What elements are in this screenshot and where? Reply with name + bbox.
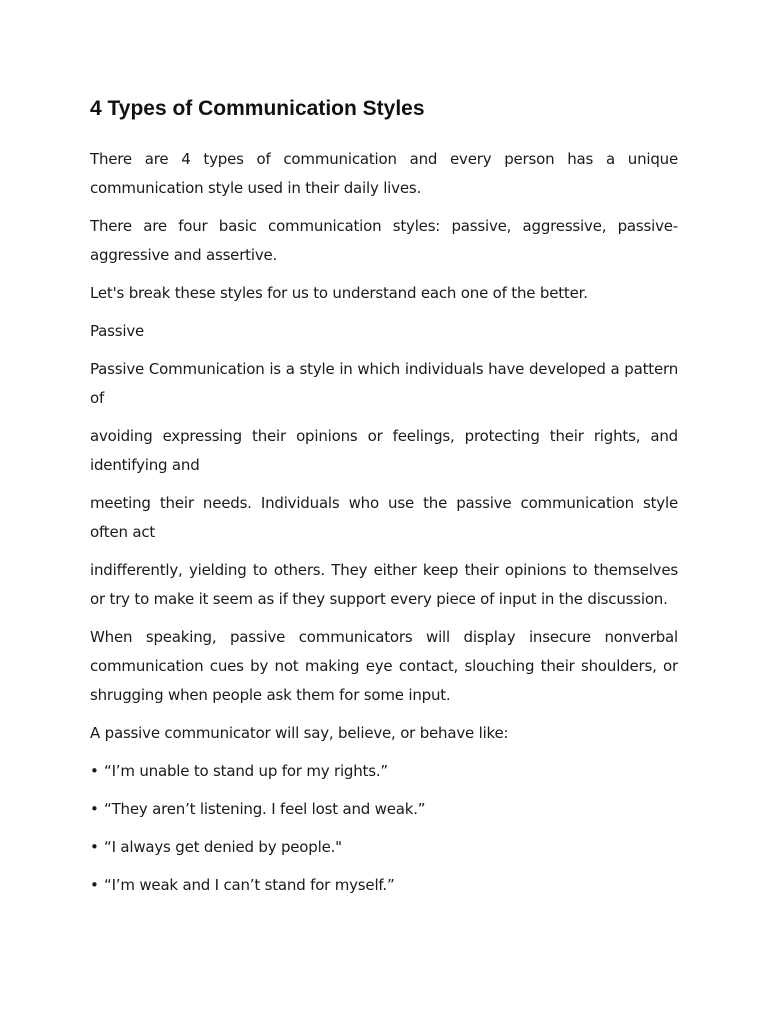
quote-text: “I always get denied by people." <box>104 838 342 856</box>
paragraph-passive-says: A passive communicator will say, believe, or behave like: <box>90 724 509 742</box>
bullet-icon: • <box>90 838 99 856</box>
quote-text: “I’m weak and I can’t stand for myself.” <box>104 876 395 894</box>
section-heading-passive: Passive <box>90 322 145 340</box>
list-item <box>90 757 678 786</box>
bullet-icon: • <box>90 762 99 780</box>
paragraph-break-down: Let's break these styles for us to understand each one of the better. <box>90 284 588 302</box>
list-item <box>90 795 678 824</box>
bullet-icon: • <box>90 876 99 894</box>
bullet-icon: • <box>90 800 99 818</box>
document-title: 4 Types of Communication Styles <box>90 97 425 120</box>
document-body <box>90 96 678 909</box>
paragraph-passive-definition: Passive Communication is a style in which individuals have developed a pattern of <box>90 360 678 407</box>
paragraph-passive-indifferent: indifferently, yielding to others. They either keep their opinions to themselves or try to make it seem as if they support every piece of input in the discussion. <box>90 561 678 608</box>
list-item <box>90 833 678 862</box>
paragraph-passive-nonverbal: When speaking, passive communicators will display insecure nonverbal communication cues by not making eye contact, slouching their shoulders, or shrugging when people ask them for some input. <box>90 628 678 704</box>
quote-text: “I’m unable to stand up for my rights.” <box>104 762 388 780</box>
paragraph-passive-avoiding: avoiding expressing their opinions or feelings, protecting their rights, and identifying and <box>90 427 678 474</box>
list-item <box>90 871 678 900</box>
quote-text: “They aren’t listening. I feel lost and weak.” <box>104 800 426 818</box>
paragraph-basic-styles: There are four basic communication styles: passive, aggressive, passive-aggressive and assertive. <box>90 217 678 264</box>
quote-list <box>90 757 678 900</box>
paragraph-passive-needs: meeting their needs. Individuals who use the passive communication style often act <box>90 494 678 541</box>
paragraph-intro: There are 4 types of communication and every person has a unique communication style used in their daily lives. <box>90 150 678 197</box>
